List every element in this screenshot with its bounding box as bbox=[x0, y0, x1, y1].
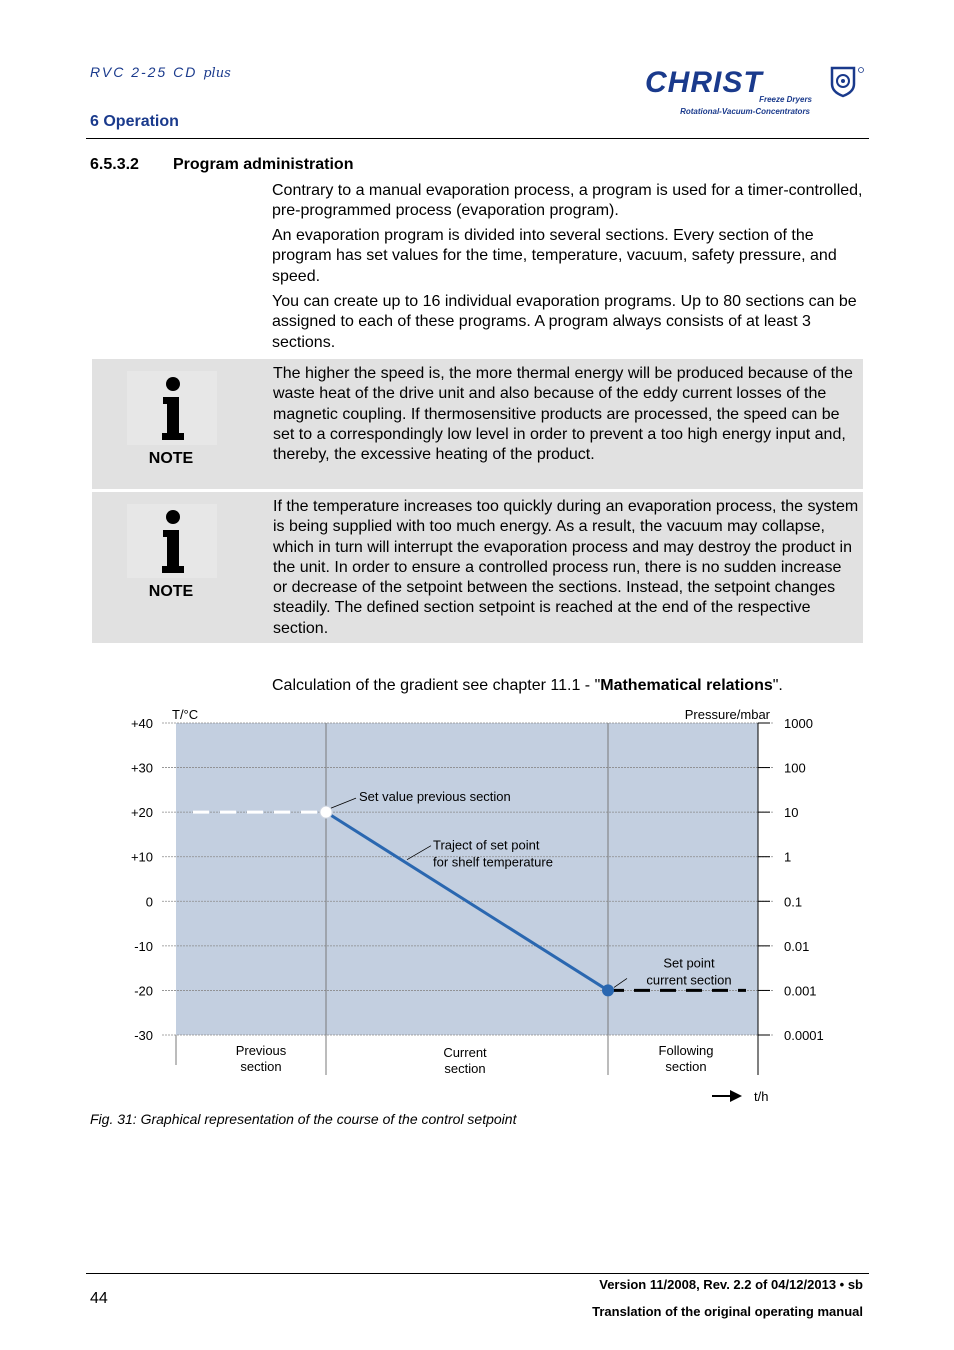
gradient-ref-suffix: ". bbox=[772, 677, 783, 694]
section-label: Previous bbox=[235, 1043, 287, 1058]
y-tick-label: +20 bbox=[130, 805, 153, 821]
chapter-title: 6 Operation bbox=[90, 113, 179, 130]
model-name: RVC 2-25 CD bbox=[90, 64, 198, 80]
document-model bbox=[90, 64, 231, 81]
y-tick-label: +10 bbox=[130, 849, 153, 865]
y-tick-label: -30 bbox=[134, 1028, 153, 1043]
translation-note: Translation of the original operating manual bbox=[592, 1304, 863, 1319]
y-tick-label: -20 bbox=[134, 983, 153, 999]
gradient-ref-prefix: Calculation of the gradient see chapter 11.1 - " bbox=[272, 677, 601, 694]
section-title: Program administration bbox=[173, 156, 354, 173]
right-tick-label: 0.01 bbox=[784, 938, 810, 954]
note-box-1 bbox=[92, 359, 863, 489]
plot-area bbox=[176, 723, 758, 1035]
section-label: section bbox=[444, 1061, 486, 1076]
section-label: section bbox=[665, 1059, 707, 1074]
version-info: Version 11/2008, Rev. 2.2 of 04/12/2013 • sb bbox=[599, 1277, 863, 1292]
info-icon bbox=[127, 504, 217, 578]
right-axis-label: Pressure/mbar bbox=[684, 707, 770, 722]
note-box-2 bbox=[92, 492, 863, 643]
right-tick-label: 10 bbox=[784, 805, 799, 821]
section-label: section bbox=[240, 1059, 282, 1074]
right-tick-label: 0.001 bbox=[784, 983, 817, 999]
header-divider bbox=[86, 138, 869, 139]
info-icon bbox=[127, 371, 217, 445]
christ-logo bbox=[640, 62, 870, 118]
y-tick-label: +40 bbox=[130, 716, 153, 731]
y-tick-label: 0 bbox=[145, 894, 153, 910]
right-tick-label: 100 bbox=[784, 760, 806, 776]
section-label: Current bbox=[443, 1045, 487, 1060]
time-arrow-icon bbox=[712, 1090, 742, 1102]
annotation-end-line1: Set point bbox=[663, 955, 715, 971]
paragraph-2: An evaporation program is divided into several sections. Every section of the program has set values for the time, temperature, vacuum, safety pressure, and speed. bbox=[272, 227, 837, 285]
paragraph-1: Contrary to a manual evaporation process, a program is used for a timer-controlled, pre-programmed process (evaporation program). bbox=[272, 182, 863, 220]
setpoint-chart bbox=[90, 700, 840, 1115]
paragraph-3: You can create up to 16 individual evaporation programs. Up to 80 sections can be assigned to each of these programs. A program always consists of at least 3 sections. bbox=[272, 293, 857, 351]
right-tick-label: 1 bbox=[784, 849, 792, 865]
annotation-end-line2: current section bbox=[646, 972, 732, 988]
right-tick-label: 1000 bbox=[784, 716, 813, 731]
y-tick-label: -10 bbox=[134, 938, 153, 954]
end-setpoint-point bbox=[602, 984, 614, 996]
left-axis-label: T/°C bbox=[172, 707, 199, 722]
model-suffix: plus bbox=[203, 66, 231, 81]
footer-divider bbox=[86, 1273, 869, 1274]
section-label: Following bbox=[658, 1043, 714, 1058]
note-label: NOTE bbox=[148, 583, 194, 600]
section-number: 6.5.3.2 bbox=[90, 156, 139, 173]
annotation-trajectory-line1: Traject of set point bbox=[433, 837, 540, 853]
right-tick-label: 0.0001 bbox=[784, 1028, 824, 1043]
setpoint-chart-svg bbox=[90, 700, 840, 1110]
gradient-reference bbox=[272, 677, 783, 695]
note-text: If the temperature increases too quickly during an evaporation process, the system is being supplied with too much energy. As a result, the vacuum may collapse, which in turn will interrupt the evaporation process and may destroy the product in the unit. In order to ensure a controlled process run, there is no sudden increase or decrease of the setpoint between the sections. Instead, the setpoint changes steadily. The defined section setpoint is reached at the end of the respective section. bbox=[273, 498, 859, 637]
logo-line2: Rotational-Vacuum-Concentrators bbox=[680, 107, 810, 116]
note-text: The higher the speed is, the more thermal energy will be produced because of the waste heat of the drive unit and also because of the eddy current losses of the magnetic coupling. If thermosensitive products are processed, the speed can be set to a correspondingly low level in order to prevent a too high energy input and, thereby, the excessive heating of the product. bbox=[273, 365, 853, 464]
page-number: 44 bbox=[90, 1290, 108, 1307]
logo-line1: Freeze Dryers bbox=[759, 95, 812, 104]
figure-caption: Fig. 31: Graphical representation of the course of the control setpoint bbox=[90, 1111, 517, 1127]
y-tick-label: +30 bbox=[130, 760, 153, 776]
start-setpoint-point bbox=[320, 806, 332, 818]
logo-emblem-icon bbox=[832, 68, 864, 97]
gradient-ref-link[interactable]: Mathematical relations bbox=[600, 677, 773, 694]
annotation-trajectory-line2: for shelf temperature bbox=[433, 854, 553, 870]
note-label: NOTE bbox=[148, 450, 194, 467]
annotation-start: Set value previous section bbox=[359, 789, 511, 805]
logo-brand: CHRIST bbox=[645, 66, 763, 99]
time-axis-label: t/h bbox=[754, 1089, 769, 1104]
right-tick-label: 0.1 bbox=[784, 894, 803, 910]
